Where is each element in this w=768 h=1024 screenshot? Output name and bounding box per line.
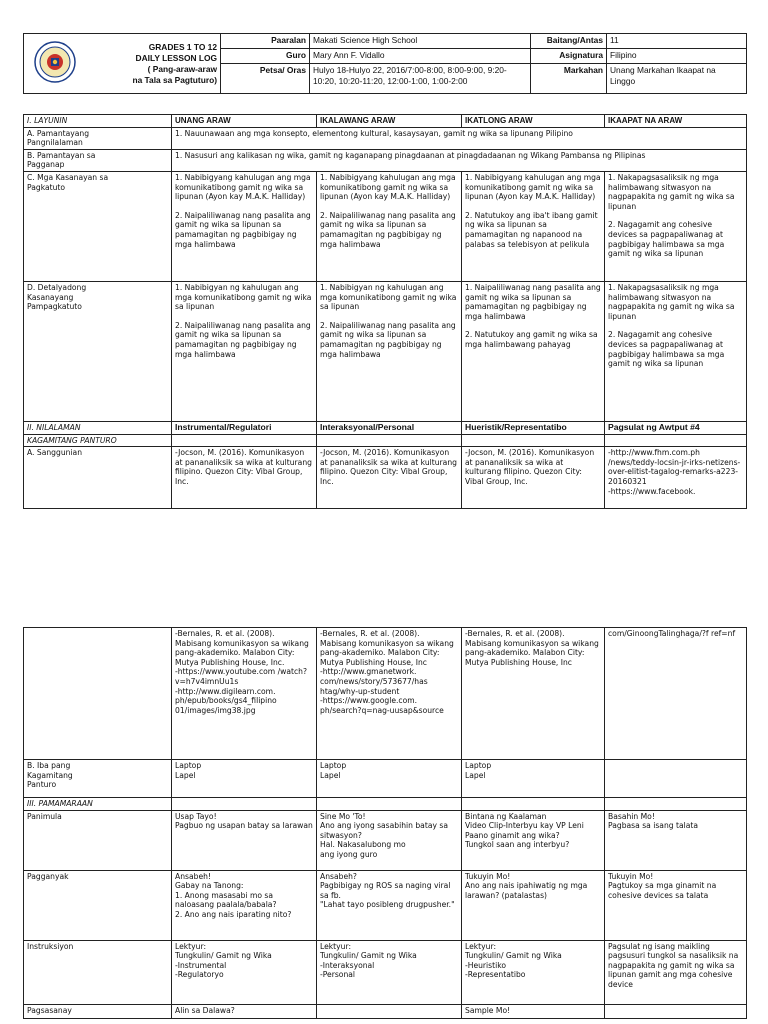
sanggunian-day-2: -Jocson, M. (2016). Komunikasyon at pananaliksik sa wika at kulturang filipino. Quezon City: Vibal Group, Inc.	[317, 447, 462, 509]
pagganyak-day-1: Ansabeh! Gabay na Tanong: 1. Anong masasabi mo sa naloasang paalala/babala? 2. Ano ang nais iparating nito?	[172, 870, 317, 940]
panimula-day-2: Sine Mo 'To! Ano ang iyong sasabihin batay sa sitwasyon? Hal. Nakasalubong mo ang iyong guro	[317, 810, 462, 870]
row-label-a: A. Pamantayang Pangnilalaman	[24, 127, 172, 149]
detalyado-day-1-item-1: 1. Nabibigyan ng kahulugan ang mga komunikatibong gamit ng wika sa lipunan	[175, 282, 312, 312]
row-label-b: B. Pamantayan sa Pagganap	[24, 149, 172, 171]
guro-value: Mary Ann F. Vidallo	[310, 49, 531, 64]
header-table	[23, 33, 747, 94]
detalyado-day-2	[317, 281, 462, 421]
kasanayan-day-1	[172, 171, 317, 281]
sanggunian-cont-day-2: -Bernales, R. et al. (2008). Mabisang komunikasyon sa wikang pang-akademiko. Malabon City: Mutya Publishing House, Inc -http://www.gmanetwork. com/news/story/573677/has htag/why-up-student -https://www.google.com. ph/search?q=nag-uusap&source	[317, 628, 462, 760]
kagamitan-day-2	[317, 434, 462, 447]
title-line-2: DAILY LESSON LOG	[135, 52, 217, 63]
kagamitan-day-3	[462, 434, 605, 447]
panimula-day-4: Basahin Mo! Pagbasa sa isang talata	[605, 810, 747, 870]
detalyado-day-1	[172, 281, 317, 421]
nilalaman-day-1: Instrumental/Regulatori	[172, 421, 317, 434]
pamantayan-sa-pagganap-text: 1. Nasusuri ang kalikasan ng wika, gamit ng kaganapang pinagdaanan at pinagdadaanan ng Wikang Pambansa ng Pilipinas	[172, 149, 747, 171]
detalyado-day-4-item-1: 1. Nakapagsasaliksik ng mga halimbawang sitwasyon na nagpapakita ng gamit ng wika sa lipunan	[608, 282, 735, 321]
sanggunian-label: A. Sanggunian	[24, 447, 172, 509]
pamamaraan-label: III. PAMAMARAAN	[24, 798, 172, 811]
pagganyak-day-3: Tukuyin Mo! Ano ang nais ipahiwatig ng mga larawan? (patalastas)	[462, 870, 605, 940]
instruksiyon-day-3: Lektyur: Tungkulin/ Gamit ng Wika -Heuristiko -Representatibo	[462, 940, 605, 1004]
title-line-3: ( Pang-araw-araw	[147, 63, 217, 74]
title-line-1: GRADES 1 TO 12	[148, 41, 217, 52]
title-line-4: na Tala sa Pagtuturo)	[132, 74, 217, 85]
deped-seal	[24, 34, 86, 94]
kasanayan-day-2-item-2: 2. Naipaliliwanag nang pasalita ang gamit ng wika sa lipunan sa pamamagitan ng pagbibigay ng mga halimbawa	[320, 210, 456, 249]
markahan-value: Unang Markahan Ikaapat na Linggo	[607, 64, 747, 94]
nilalaman-day-3: Hueristik/Representatibo	[462, 421, 605, 434]
asignatura-label: Asignatura	[531, 49, 607, 64]
kasanayan-day-4	[605, 171, 747, 281]
kasanayan-day-1-item-2: 2. Naipaliliwanag nang pasalita ang gamit ng wika sa lipunan sa pamamagitan ng pagbibigay ng mga halimbawa	[175, 210, 311, 249]
instruksiyon-day-4: Pagsulat ng isang maikling pagsusuri tungkol sa nasaliksik na nagpapakita ng gamit ng wika sa lipunan gamit ang mga cohesive device	[605, 940, 747, 1004]
kasanayan-day-3-item-1: 1. Nabibigyang kahulugan ang mga komunikatibong gamit ng wika sa lipunan (Ayon kay M.A.K. Halliday)	[465, 172, 601, 202]
kagamitan-label: KAGAMITANG PANTURO	[24, 434, 172, 447]
markahan-label: Markahan	[531, 64, 607, 94]
row-label-c: C. Mga Kasanayan sa Pagkatuto	[24, 171, 172, 281]
sanggunian-cont-label	[24, 628, 172, 760]
asignatura-value: Filipino	[607, 49, 747, 64]
iba-day-2: Laptop Lapel	[317, 760, 462, 798]
nilalaman-label: II. NILALAMAN	[24, 421, 172, 434]
petsa-value: Hulyo 18-Hulyo 22, 2016/7:00-8:00, 8:00-9:00, 9:20-10:20, 10:20-11:20, 12:00-1:00, 1:00-2:00	[310, 64, 531, 94]
guro-label: Guro	[221, 49, 310, 64]
sanggunian-day-4: -http://www.fhm.com.ph /news/teddy-locsin-jr-irks-netizens-over-elitist-tagalog-remarks-a223-20160321 -https://www.facebook.	[605, 447, 747, 509]
detalyado-day-2-item-2: 2. Naipaliliwanag nang pasalita ang gamit ng wika sa lipunan sa pamamagitan ng pagbibigay ng mga halimbawa	[320, 320, 456, 359]
baitang-value: 11	[607, 34, 747, 49]
iba-day-1: Laptop Lapel	[172, 760, 317, 798]
instruksiyon-label: Instruksiyon	[24, 940, 172, 1004]
kasanayan-day-4-item-2: 2. Nagagamit ang cohesive devices sa pagpapaliwanag at pagbibigay halimbawa sa mga gamit ng wika sa lipunan	[608, 220, 725, 259]
col-head-day-2: IKALAWANG ARAW	[317, 115, 462, 128]
log-title	[86, 34, 221, 94]
nilalaman-day-2: Interaksyonal/Personal	[317, 421, 462, 434]
row-label-d: D. Detalyadong Kasanayang Pampagkatuto	[24, 281, 172, 421]
kasanayan-day-4-item-1: 1. Nakapagsasaliksik ng mga halimbawang sitwasyon na nagpapakita ng gamit ng wika sa lipunan	[608, 172, 735, 211]
kasanayan-day-1-item-1: 1. Nabibigyang kahulugan ang mga komunikatibong gamit ng wika sa lipunan (Ayon kay M.A.K. Halliday)	[175, 172, 311, 202]
kagamitan-day-4	[605, 434, 747, 447]
detalyado-day-4-item-2: 2. Nagagamit ang cohesive devices sa pagpapaliwanag at pagbibigay halimbawa sa mga gamit ng wika sa lipunan	[608, 330, 725, 369]
detalyado-day-3-item-1: 1. Naipaliliwanag nang pasalita ang gamit ng wika sa lipunan sa pamamagitan ng pagbibigay ng mga halimbawa	[465, 282, 601, 321]
detalyado-day-2-item-1: 1. Nabibigyan ng kahulugan ang mga komunikatibong gamit ng wika sa lipunan	[320, 282, 457, 312]
detalyado-day-1-item-2: 2. Naipaliliwanag nang pasalita ang gamit ng wika sa lipunan sa pamamagitan ng pagbibigay ng mga halimbawa	[175, 320, 311, 359]
pamantayang-pangnilalaman-text: 1. Nauunawaan ang mga konsepto, elementong kultural, kasaysayan, gamit ng wika sa lipunang Pilipino	[172, 127, 747, 149]
pagsasanay-day-3: Sample Mo!	[462, 1004, 605, 1018]
pamamaraan-day-3	[462, 798, 605, 811]
pagsasanay-label: Pagsasanay	[24, 1004, 172, 1018]
pagsasanay-day-1: Alin sa Dalawa?	[172, 1004, 317, 1018]
seal-icon	[34, 41, 76, 83]
kasanayan-day-2	[317, 171, 462, 281]
sanggunian-cont-day-4: com/GinoongTalinghaga/?f ref=nf	[605, 628, 747, 760]
detalyado-day-3-item-2: 2. Natutukoy ang gamit ng wika sa mga halimbawang pahayag	[465, 330, 598, 349]
instruksiyon-day-1: Lektyur: Tungkulin/ Gamit ng Wika -Instrumental -Regulatoryo	[172, 940, 317, 1004]
iba-day-4	[605, 760, 747, 798]
detalyado-day-3	[462, 281, 605, 421]
panimula-label: Panimula	[24, 810, 172, 870]
lesson-plan-table-1	[23, 114, 747, 509]
pagganyak-day-4: Tukuyin Mo! Pagtukoy sa mga ginamit na cohesive devices sa talata	[605, 870, 747, 940]
sanggunian-cont-day-1: -Bernales, R. et al. (2008). Mabisang komunikasyon sa wikang pang-akademiko. Malabon City: Mutya Publishing House, Inc. -https://www.youtube.com /watch?v=h7v4imnUu1s -http://www.digilearn.com. ph/epub/books/gs4_filipino 01/images/img38.jpg	[172, 628, 317, 760]
lesson-plan-table-2	[23, 627, 747, 1019]
pagsasanay-day-4	[605, 1004, 747, 1018]
pagsasanay-day-2	[317, 1004, 462, 1018]
kasanayan-day-2-item-1: 1. Nabibigyang kahulugan ang mga komunikatibong gamit ng wika sa lipunan (Ayon kay M.A.K. Halliday)	[320, 172, 456, 202]
sanggunian-cont-day-3: -Bernales, R. et al. (2008). Mabisang komunikasyon sa wikang pang-akademiko. Malabon City: Mutya Publishing House, Inc	[462, 628, 605, 760]
col-head-day-1: UNANG ARAW	[172, 115, 317, 128]
detalyado-day-4	[605, 281, 747, 421]
paaralan-label: Paaralan	[221, 34, 310, 49]
instruksiyon-day-2: Lektyur: Tungkulin/ Gamit ng Wika -Interaksyonal -Personal	[317, 940, 462, 1004]
panimula-day-1: Usap Tayo! Pagbuo ng usapan batay sa larawan	[172, 810, 317, 870]
panimula-day-3: Bintana ng Kaalaman Video Clip-Interbyu kay VP Leni Paano ginamit ang wika? Tungkol saan ang interbyu?	[462, 810, 605, 870]
iba-pang-kagamitan-label: B. Iba pang Kagamitang Panturo	[24, 760, 172, 798]
pamamaraan-day-2	[317, 798, 462, 811]
baitang-label: Baitang/Antas	[531, 34, 607, 49]
paaralan-value: Makati Science High School	[310, 34, 531, 49]
col-head-day-4: IKAAPAT NA ARAW	[605, 115, 747, 128]
sanggunian-day-1: -Jocson, M. (2016). Komunikasyon at pananaliksik sa wika at kulturang filipino. Quezon City: Vibal Group, Inc.	[172, 447, 317, 509]
nilalaman-day-4: Pagsulat ng Awtput #4	[605, 421, 747, 434]
pagganyak-label: Pagganyak	[24, 870, 172, 940]
kagamitan-day-1	[172, 434, 317, 447]
iba-day-3: Laptop Lapel	[462, 760, 605, 798]
pamamaraan-day-1	[172, 798, 317, 811]
kasanayan-day-3-item-2: 2. Natutukoy ang iba't ibang gamit ng wika sa lipunan sa pamamagitan ng napanood na palabas sa telebisyon at pelikula	[465, 210, 598, 249]
kasanayan-day-3	[462, 171, 605, 281]
sanggunian-day-3: -Jocson, M. (2016). Komunikasyon at pananaliksik sa wika at kulturang filipino. Quezon City: Vibal Group, Inc.	[462, 447, 605, 509]
col-head-day-3: IKATLONG ARAW	[462, 115, 605, 128]
pamamaraan-day-4	[605, 798, 747, 811]
petsa-label: Petsa/ Oras	[221, 64, 310, 94]
col-head-layunin: I. LAYUNIN	[24, 115, 172, 128]
pagganyak-day-2: Ansabeh? Pagbibigay ng ROS sa naging viral sa fb. "Lahat tayo posibleng drugpusher."	[317, 870, 462, 940]
